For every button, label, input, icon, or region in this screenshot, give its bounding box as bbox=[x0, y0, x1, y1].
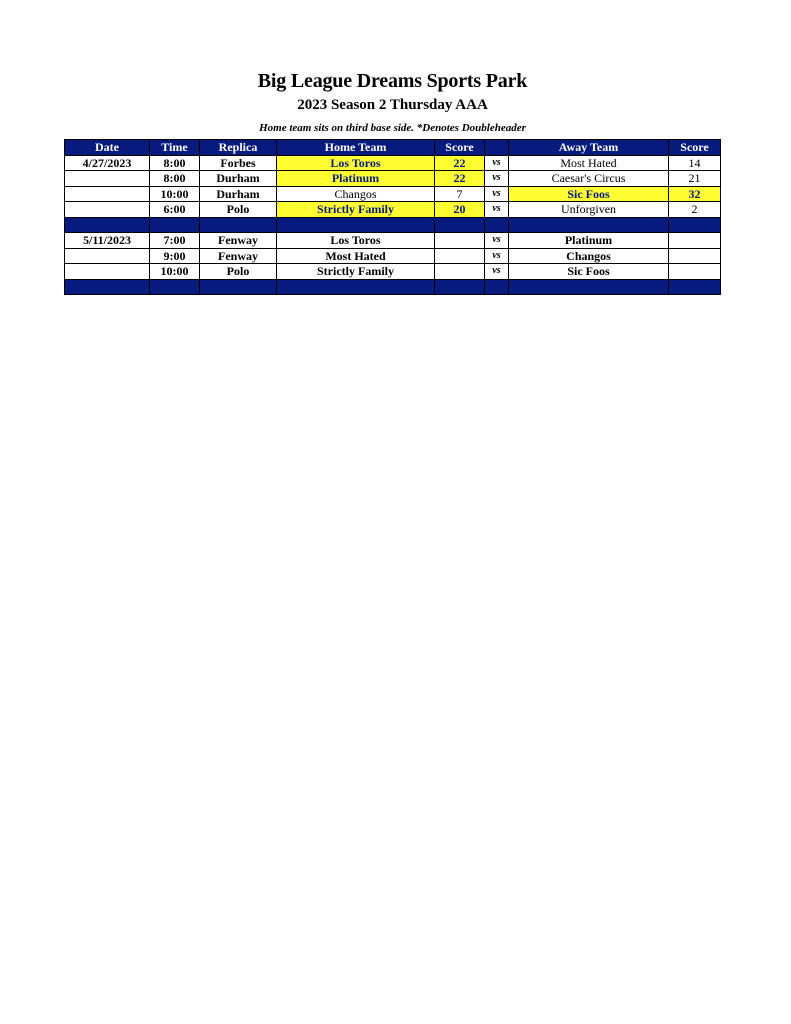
game-date bbox=[65, 248, 150, 264]
divider-cell bbox=[669, 217, 721, 233]
away-score bbox=[669, 233, 721, 249]
home-score bbox=[435, 248, 485, 264]
column-header-date: Date bbox=[65, 140, 150, 156]
table-row bbox=[65, 171, 721, 187]
divider-cell bbox=[435, 279, 485, 295]
home-team: Los Toros bbox=[277, 233, 435, 249]
away-team: Sic Foos bbox=[509, 264, 669, 280]
game-time: 8:00 bbox=[150, 171, 200, 187]
home-score bbox=[435, 264, 485, 280]
vs-label: vs bbox=[485, 248, 509, 264]
divider-cell bbox=[277, 279, 435, 295]
column-header-vs bbox=[485, 140, 509, 156]
away-score: 14 bbox=[669, 155, 721, 171]
column-header-home-team: Home Team bbox=[277, 140, 435, 156]
game-replica: Polo bbox=[200, 264, 277, 280]
column-header-time: Time bbox=[150, 140, 200, 156]
divider-cell bbox=[65, 217, 150, 233]
away-score bbox=[669, 248, 721, 264]
divider-cell bbox=[435, 217, 485, 233]
home-score: 7 bbox=[435, 186, 485, 202]
away-team: Most Hated bbox=[509, 155, 669, 171]
game-time: 9:00 bbox=[150, 248, 200, 264]
divider-cell bbox=[150, 279, 200, 295]
home-score: 22 bbox=[435, 171, 485, 187]
table-row bbox=[65, 264, 721, 280]
game-date: 5/11/2023 bbox=[65, 233, 150, 249]
vs-label: vs bbox=[485, 186, 509, 202]
column-header-away-team: Away Team bbox=[509, 140, 669, 156]
page-subtitle: 2023 Season 2 Thursday AAA bbox=[297, 97, 488, 113]
game-replica: Fenway bbox=[200, 233, 277, 249]
away-score bbox=[669, 264, 721, 280]
home-score: 22 bbox=[435, 155, 485, 171]
home-team: Los Toros bbox=[277, 155, 435, 171]
column-header-home-score: Score bbox=[435, 140, 485, 156]
divider-cell bbox=[277, 217, 435, 233]
divider-cell bbox=[65, 279, 150, 295]
column-header-away-score: Score bbox=[669, 140, 721, 156]
home-team: Most Hated bbox=[277, 248, 435, 264]
column-header-replica: Replica bbox=[200, 140, 277, 156]
game-replica: Durham bbox=[200, 171, 277, 187]
away-team: Changos bbox=[509, 248, 669, 264]
game-time: 6:00 bbox=[150, 202, 200, 218]
game-date bbox=[65, 264, 150, 280]
table-row bbox=[65, 202, 721, 218]
home-team: Strictly Family bbox=[277, 264, 435, 280]
schedule-table bbox=[64, 139, 721, 295]
vs-label: vs bbox=[485, 264, 509, 280]
away-score: 2 bbox=[669, 202, 721, 218]
divider-cell bbox=[485, 217, 509, 233]
away-team: Caesar's Circus bbox=[509, 171, 669, 187]
divider-cell bbox=[485, 279, 509, 295]
vs-label: vs bbox=[485, 233, 509, 249]
vs-label: vs bbox=[485, 202, 509, 218]
home-team: Platinum bbox=[277, 171, 435, 187]
header-row bbox=[65, 140, 721, 156]
schedule-note: Home team sits on third base side. *Denotes Doubleheader bbox=[259, 122, 526, 134]
game-time: 8:00 bbox=[150, 155, 200, 171]
week-divider-row bbox=[65, 279, 721, 295]
game-date bbox=[65, 202, 150, 218]
week-divider-row bbox=[65, 217, 721, 233]
game-replica: Forbes bbox=[200, 155, 277, 171]
divider-cell bbox=[509, 279, 669, 295]
divider-cell bbox=[150, 217, 200, 233]
home-score bbox=[435, 233, 485, 249]
page-title: Big League Dreams Sports Park bbox=[257, 70, 528, 92]
game-replica: Durham bbox=[200, 186, 277, 202]
game-replica: Fenway bbox=[200, 248, 277, 264]
table-row bbox=[65, 233, 721, 249]
game-replica: Polo bbox=[200, 202, 277, 218]
home-score: 20 bbox=[435, 202, 485, 218]
divider-cell bbox=[200, 217, 277, 233]
divider-cell bbox=[200, 279, 277, 295]
away-score: 21 bbox=[669, 171, 721, 187]
game-date bbox=[65, 186, 150, 202]
vs-label: vs bbox=[485, 155, 509, 171]
game-time: 7:00 bbox=[150, 233, 200, 249]
home-team: Changos bbox=[277, 186, 435, 202]
home-team: Strictly Family bbox=[277, 202, 435, 218]
vs-label: vs bbox=[485, 171, 509, 187]
game-date bbox=[65, 171, 150, 187]
game-date: 4/27/2023 bbox=[65, 155, 150, 171]
away-score: 32 bbox=[669, 186, 721, 202]
away-team: Sic Foos bbox=[509, 186, 669, 202]
table-row bbox=[65, 248, 721, 264]
divider-cell bbox=[509, 217, 669, 233]
divider-cell bbox=[669, 279, 721, 295]
table-row bbox=[65, 186, 721, 202]
away-team: Platinum bbox=[509, 233, 669, 249]
away-team: Unforgiven bbox=[509, 202, 669, 218]
table-row bbox=[65, 155, 721, 171]
game-time: 10:00 bbox=[150, 264, 200, 280]
game-time: 10:00 bbox=[150, 186, 200, 202]
